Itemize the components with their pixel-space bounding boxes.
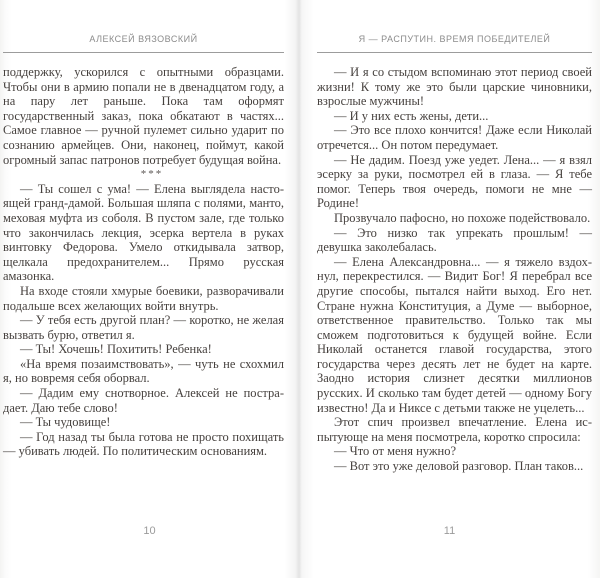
paragraph: — Это все плохо кончится! Даже если Николай отречется... Он потом передумает.	[317, 123, 592, 152]
running-header-right-text: Я — РАСПУТИН. ВРЕМЯ ПОБЕДИТЕЛЕЙ	[358, 34, 551, 44]
paragraph: На входе стояли хмурые боевики, разворачивали подальше всех желающих войти внутрь.	[3, 283, 284, 313]
paragraph: — У тебя есть другой план? — коротко, не желая вызвать бурю, ответил я.	[3, 313, 284, 342]
paragraph: поддержку, ускорился с опытными образцами. Чтобы они в армию попали не в двенадцатом году, а на пару лет раньше. Пока там оформят государственный заказ, пока обкатают в частях... Самое главное — ручной пулемет сильно ударит по сознанию армейцев. Они, наконец, поймут, какой огромный запас патронов потребует будущая война.	[3, 65, 284, 167]
paragraph: — И у них есть жены, дети...	[334, 108, 489, 123]
page-left[interactable]	[0, 0, 299, 578]
running-header-left	[3, 34, 284, 53]
paragraph: Прозвучало пафосно, но похоже подействовало.	[334, 210, 591, 225]
page-number-right: 11	[443, 525, 456, 537]
paragraph: — Что от меня нужно?	[334, 444, 457, 459]
paragraph: — Дадим ему снотворное. Алексей не пострадает. Даю тебе слово!	[3, 386, 284, 415]
page-number-left: 10	[143, 525, 156, 537]
paragraph: «На время позаимствовать», — чуть не схохмил я, но вовремя себя оборвал.	[3, 356, 284, 386]
running-header-right	[317, 34, 592, 53]
paragraph: — Елена Александровна... — я тяжело вздохнул, перекрестился. — Видит Бог! Я перебрал все другие способы, пытался найти выход. Его нет. Стране нужна Конституция, а Думе — выборное, ответственное правительство. Только так мы сможем подготовиться к будущей войне. Если Николай останется главой государства, этого государства через десять лет не будет на карте. Заодно история слизнет десятки миллионов русских. И сколько там будет детей — одному Богу известно! Да и Никсе с детьми также не уцелеть...	[317, 254, 592, 415]
paragraph: — Это низко так упрекать прошлым! — девушка заколебалась.	[317, 225, 592, 255]
paragraph: — Год назад ты была готова не просто похищать — убивать людей. По политическим основаниям.	[3, 429, 284, 459]
paragraph: — И я со стыдом вспоминаю этот период своей жизни! К тому же это были царские чиновники, взрослые мужчины!	[317, 65, 592, 109]
paragraph: — Вот это уже деловой разговор. План таков...	[334, 459, 584, 474]
paragraph: — Ты чудовище!	[20, 415, 111, 430]
paragraph: — Не дадим. Поезд уже уедет. Лена... — я взял эсерку за руки, посмотрел ей в глаза. — Я тебе помог. Теперь твоя очередь, помоги не мне — Родине!	[317, 152, 592, 211]
section-separator: ***	[140, 168, 164, 181]
running-header-left-text: АЛЕКСЕЙ ВЯЗОВСКИЙ	[89, 34, 198, 44]
page-right-body	[317, 65, 592, 474]
page-right[interactable]	[299, 0, 600, 578]
paragraph: — Ты! Хочешь! Похитить! Ребенка!	[20, 342, 212, 357]
page-left-body	[3, 65, 284, 459]
paragraph: — Ты сошел с ума! — Елена выглядела настоящей гранд-дамой. Большая шляпа с полями, манто, меховая муфта из соболя. В пустом зале, где только что закончилась лекция, эсерка вертела в руках винтовку Федорова. Умело откидывала затвор, щелкала предохранителем... Прямо русская амазонка.	[3, 181, 284, 284]
paragraph: Этот спич произвел впечатление. Елена испытующе на меня посмотрела, коротко спросила:	[317, 415, 592, 444]
